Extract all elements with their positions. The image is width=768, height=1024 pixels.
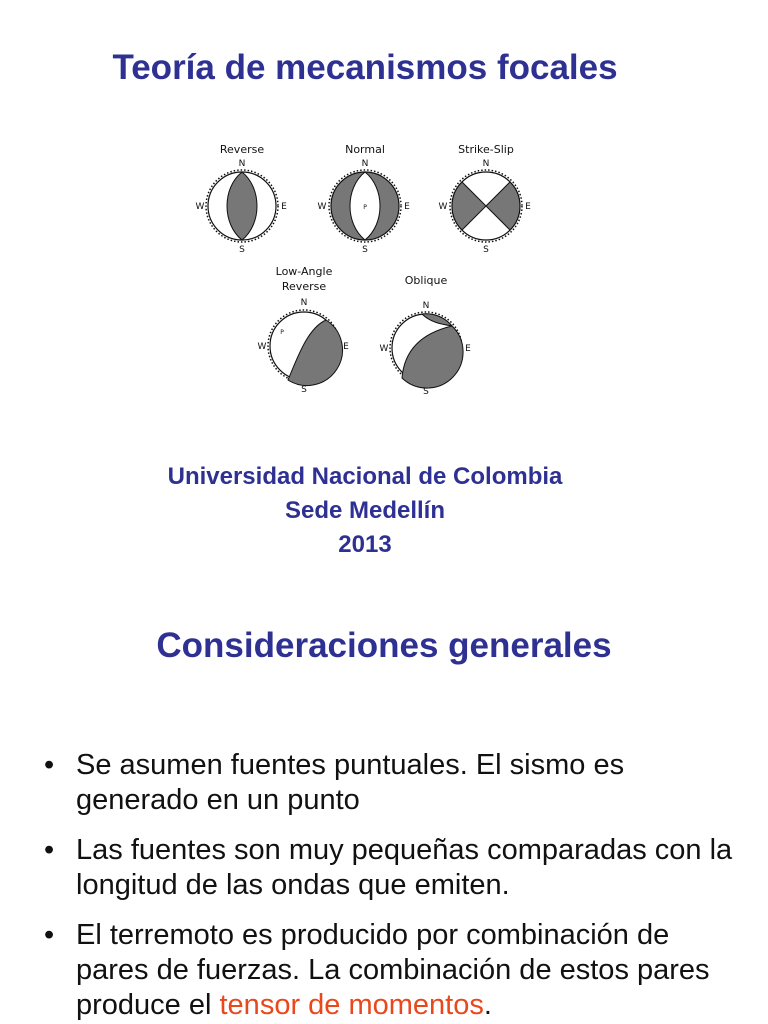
- west-label: W: [317, 202, 327, 212]
- bullet-text-end: .: [483, 989, 492, 1021]
- east-label: E: [281, 202, 287, 212]
- year: 2013: [338, 531, 392, 558]
- bullet-list: [44, 748, 734, 1024]
- beachball-strike-slip: [439, 143, 532, 255]
- mechanism-label-low-angle-line1: Low-Angle: [275, 265, 333, 278]
- east-label: E: [525, 202, 531, 212]
- beachball-reverse: [196, 143, 288, 255]
- east-label: E: [404, 202, 410, 212]
- west-label: W: [379, 344, 389, 354]
- west-label: W: [438, 202, 448, 212]
- south-label: S: [362, 245, 368, 255]
- south-label: S: [239, 245, 245, 255]
- north-label: N: [300, 298, 308, 308]
- list-item: [44, 918, 734, 1023]
- list-item: [44, 748, 734, 818]
- university-name: Universidad Nacional de Colombia: [167, 463, 563, 490]
- mechanism-label-low-angle-line2: Reverse: [281, 280, 327, 293]
- east-label: E: [465, 344, 471, 354]
- campus-name: Sede Medellín: [284, 497, 446, 524]
- beachball-normal: [318, 143, 411, 255]
- focal-mechanism-figure: [190, 138, 550, 400]
- highlighted-term: tensor de momentos: [219, 989, 484, 1021]
- list-item: [44, 833, 734, 903]
- p-axis-label: P: [280, 329, 284, 336]
- south-label: S: [483, 245, 489, 255]
- mechanism-label-normal: Normal: [345, 143, 385, 156]
- north-label: N: [422, 301, 430, 311]
- institution-block: [0, 460, 730, 562]
- slide-title: Teoría de mecanismos focales: [112, 48, 618, 87]
- bullet-icon: •: [44, 919, 55, 951]
- beachball-low-angle-reverse: [258, 265, 350, 395]
- south-label: S: [301, 385, 307, 395]
- bullet-icon: •: [44, 749, 55, 781]
- bullet-text: El terremoto es producido por combinación de pares de fuerzas. La combinación de estos pares produce el: [76, 919, 710, 1021]
- p-axis-label: P: [363, 204, 367, 211]
- beachball-oblique: [380, 274, 472, 397]
- bullet-icon: •: [44, 834, 55, 866]
- east-label: E: [343, 342, 349, 352]
- west-label: W: [257, 342, 267, 352]
- north-label: N: [361, 159, 369, 169]
- north-label: N: [238, 159, 246, 169]
- section-title: Consideraciones generales: [156, 626, 612, 665]
- mechanism-label-oblique: Oblique: [404, 274, 448, 287]
- south-label: S: [423, 387, 429, 397]
- west-label: W: [195, 202, 205, 212]
- bullet-text: Las fuentes son muy pequeñas comparadas con la longitud de las ondas que emiten.: [76, 834, 733, 901]
- mechanism-label-strike-slip: Strike-Slip: [458, 143, 514, 156]
- bullet-text: Se asumen fuentes puntuales. El sismo es generado en un punto: [76, 749, 625, 816]
- mechanism-label-reverse: Reverse: [219, 143, 265, 156]
- north-label: N: [482, 159, 490, 169]
